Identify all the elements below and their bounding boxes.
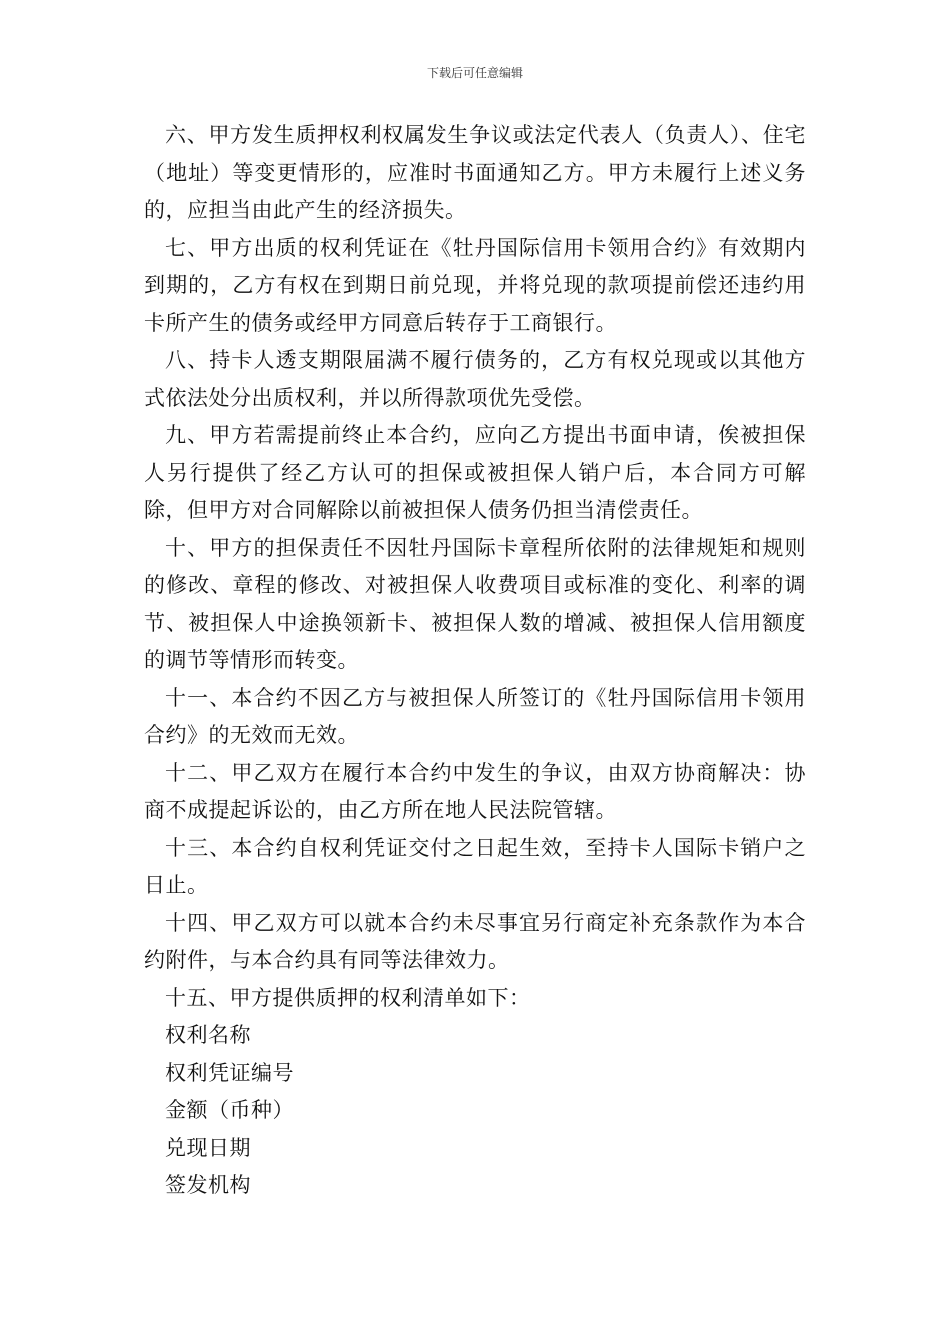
page-header: 下载后可任意编辑 bbox=[426, 66, 523, 80]
clause-10: 十、甲方的担保责任不因牡丹国际卡章程所依附的法律规矩和规则的修改、章程的修改、对被担保人收费项目或标准的变化、利率的调节、被担保人中途换领新卡、被担保人数的增减、被担保人信用额度的调节等情形而转变。 bbox=[144, 535, 806, 672]
clause-6: 六、甲方发生质押权利权属发生争议或法定代表人（负责人）、住宅（地址）等变更情形的，应准时书面通知乙方。甲方未履行上述义务的，应担当由此产生的经济损失。 bbox=[144, 123, 806, 222]
clause-13: 十三、本合约自权利凭证交付之日起生效，至持卡人国际卡销户之日止。 bbox=[144, 835, 806, 897]
clause-7: 七、甲方出质的权利凭证在《牡丹国际信用卡领用合约》有效期内到期的，乙方有权在到期日前兑现，并将兑现的款项提前偿还违约用卡所产生的债务或经甲方同意后转存于工商银行。 bbox=[144, 235, 806, 335]
document-body bbox=[144, 117, 806, 1205]
rights-list-item-name: 权利名称 bbox=[165, 1023, 251, 1047]
rights-list-item-issuer: 签发机构 bbox=[165, 1173, 251, 1197]
clause-14: 十四、甲乙双方可以就本合约未尽事宜另行商定补充条款作为本合约附件，与本合约具有同等法律效力。 bbox=[144, 910, 806, 972]
clause-12: 十二、甲乙双方在履行本合约中发生的争议，由双方协商解决：协商不成提起诉讼的，由乙方所在地人民法院管辖。 bbox=[144, 760, 806, 822]
clause-11: 十一、本合约不因乙方与被担保人所签订的《牡丹国际信用卡领用合约》的无效而无效。 bbox=[144, 685, 806, 747]
rights-list-item-amount: 金额（币种） bbox=[165, 1098, 294, 1122]
rights-list-item-redemption-date: 兑现日期 bbox=[165, 1135, 251, 1160]
clause-15: 十五、甲方提供质押的权利清单如下： bbox=[165, 985, 531, 1010]
clause-9: 九、甲方若需提前终止本合约，应向乙方提出书面申请，俟被担保人另行提供了经乙方认可的担保或被担保人销户后，本合同方可解除，但甲方对合同解除以前被担保人债务仍担当清偿责任。 bbox=[144, 423, 806, 522]
rights-list-item-certificate-number: 权利凭证编号 bbox=[165, 1060, 294, 1085]
clause-8: 八、持卡人透支期限届满不履行债务的，乙方有权兑现或以其他方式依法处分出质权利，并以所得款项优先受偿。 bbox=[144, 348, 806, 410]
